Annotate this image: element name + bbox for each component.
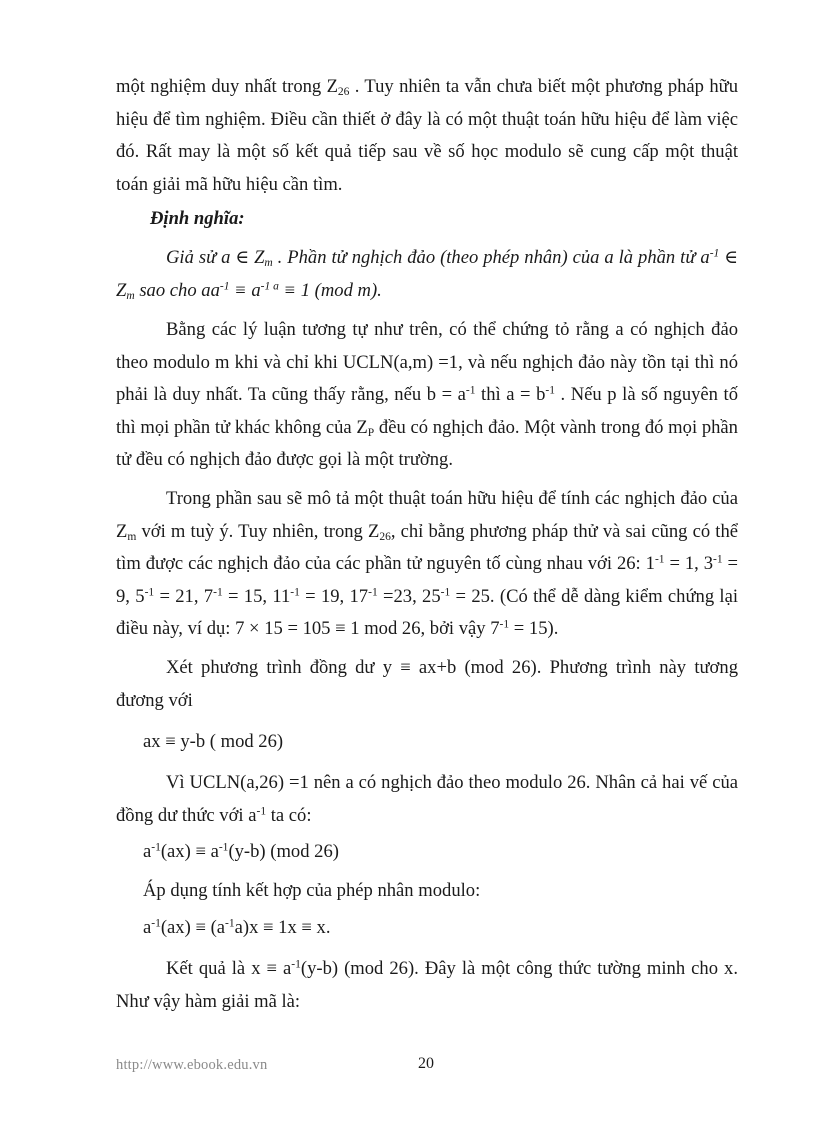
superscript: -1	[219, 280, 230, 293]
subscript: m	[127, 530, 137, 543]
equation-congruence: ax ≡ y-b ( mod 26)	[143, 731, 284, 752]
subscript: P	[367, 426, 375, 439]
text-segment: Kết quả là x ≡ a	[166, 958, 292, 979]
text-segment: ∈ Z	[116, 247, 738, 301]
text-segment: a	[143, 917, 152, 938]
text-segment: = 15, 11	[222, 585, 291, 607]
paragraph-inverse-table	[116, 483, 738, 646]
subscript: 26	[337, 85, 350, 98]
text-segment: một nghiệm duy nhất trong Z	[116, 76, 338, 97]
text-segment: Giả sử a ∈ Z	[166, 247, 265, 268]
text-segment: = 9, 5	[116, 553, 738, 607]
superscript: -1	[218, 841, 229, 854]
text-segment: a)x ≡ 1x ≡ x.	[234, 917, 331, 938]
superscript: -1	[256, 805, 267, 818]
paragraph-inverse-theory	[116, 314, 738, 477]
text-segment: ta có:	[266, 804, 312, 826]
footer-url: http://www.ebook.edu.vn	[116, 1057, 268, 1073]
text-segment: Trong phần sau sẽ mô tả một thuật toán hữu hiệu để tính các nghịch đảo của Z	[116, 488, 738, 542]
paragraph-associativity: Áp dụng tính kết hợp của phép nhân modulo:	[143, 880, 481, 901]
text-segment: Bằng các lý luận tương tự như trên, có thể chứng tỏ rằng a có nghịch đảo theo modulo m khi và chỉ khi UCLN(a,m) =1, và nếu nghịch đảo này tồn tại thì nó phải là duy nhất. Ta cũng thấy rằng, nếu b = a	[116, 319, 738, 406]
text-segment: (y-b) (mod 26). Đây là một công thức tường minh cho x. Như vậy hàm giải mã là:	[116, 958, 738, 1012]
superscript: -1	[713, 553, 723, 566]
text-segment: , chỉ bằng phương pháp thử và sai cũng có thể tìm được các nghịch đảo của các phần tử nguyên tố cùng nhau với 26: 1	[116, 520, 738, 575]
text-segment: = 21, 7	[154, 585, 214, 607]
text-segment: (ax) ≡ a	[160, 841, 219, 862]
superscript: -1	[465, 384, 476, 397]
superscript: -1	[290, 586, 300, 599]
text-segment: thì a = b	[475, 384, 546, 406]
superscript: -1	[368, 586, 378, 599]
equation-associativity	[143, 912, 330, 944]
superscript: -1	[144, 586, 155, 599]
text-segment: ≡ 1 (mod m).	[278, 279, 382, 301]
text-segment: đều có nghịch đảo. Một vành trong đó mọi phần tử đều có nghịch đảo được gọi là một trường.	[116, 416, 738, 471]
text-segment: = 25. (Có thể dễ dàng kiểm chứng lại điều này, ví dụ: 7 × 15 = 105 ≡ 1 mod 26, bởi vậy 7	[116, 585, 739, 640]
text-segment: . Tuy nhiên ta vẫn chưa biết một phương pháp hữu hiệu để tìm nghiệm. Điều cần thiết ở đây là có một thuật toán hữu hiệu để làm việc đó. Rất may là một số kết quả tiếp sau về số học modulo sẽ cung cấp một thuật toán giải mã hữu hiệu cần tìm.	[116, 76, 738, 195]
superscript: -1	[213, 586, 223, 599]
superscript: -1 a	[260, 280, 279, 293]
superscript: -1	[225, 917, 235, 930]
text-segment: . Nếu p là số nguyên tố thì mọi phần tử khác không của Z	[116, 384, 738, 438]
subscript: m	[264, 256, 273, 269]
text-segment: ≡ a	[229, 279, 261, 301]
superscript: -1	[654, 553, 665, 566]
equation-multiply	[143, 836, 339, 868]
definition-text	[116, 242, 738, 307]
text-segment: = 19, 17	[299, 585, 369, 607]
text-segment: (ax) ≡ (a	[160, 917, 226, 938]
definition-heading: Định nghĩa:	[150, 208, 245, 229]
subscript: 26	[379, 530, 391, 543]
paragraph-congruence: Xét phương trình đồng dư y ≡ ax+b (mod 26). Phương trình này tương đương với	[116, 657, 738, 711]
text-segment: Vì UCLN(a,26) =1 nên a có nghịch đảo theo modulo 26. Nhân cả hai vế của đồng dư thức với a	[116, 772, 738, 826]
paragraph-multiply	[116, 767, 738, 832]
superscript: -1	[709, 247, 720, 260]
text-segment: = 15).	[509, 618, 559, 640]
text-segment: =23, 25	[377, 585, 441, 607]
superscript: -1	[499, 619, 510, 632]
paragraph-intro	[116, 71, 738, 201]
text-segment: với m tuỳ ý. Tuy nhiên, trong Z	[136, 520, 380, 542]
superscript: -1	[151, 917, 161, 930]
superscript: -1	[545, 384, 555, 397]
text-segment: (y-b) (mod 26)	[228, 841, 339, 862]
text-segment: a	[143, 841, 152, 862]
text-segment: . Phần tử nghịch đảo (theo phép nhân) của a là phần tử a	[272, 247, 710, 268]
superscript: -1	[151, 841, 161, 854]
text-segment: sao cho aa	[134, 279, 220, 301]
page-number: 20	[418, 1055, 434, 1072]
superscript: -1	[291, 958, 301, 971]
paragraph-result	[116, 953, 738, 1018]
superscript: -1	[440, 586, 451, 599]
text-segment: = 1, 3	[664, 553, 713, 575]
subscript: m	[126, 289, 135, 302]
